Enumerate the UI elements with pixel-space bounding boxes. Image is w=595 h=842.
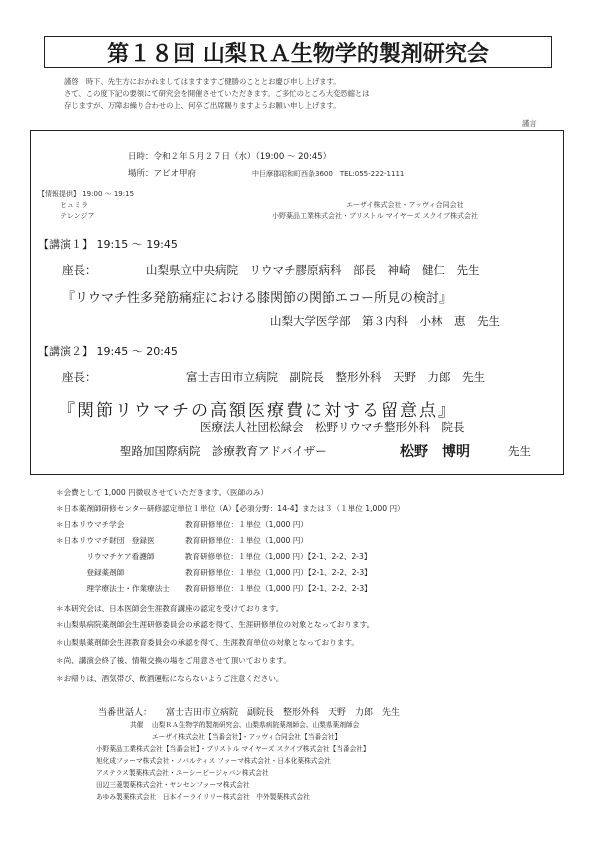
- greeting-line: 謹啓 時下、先生方におかれましてはますますご健勝のこととお慶び申し上げます。: [64, 77, 341, 86]
- lecture2-speaker-org: 医療法人社団松緑会 松野リウマチ整形外科 院長: [200, 420, 465, 434]
- lecture2-chair-label: 座長：: [62, 370, 97, 384]
- lecture2-speaker-org: 聖路加国際病院 診療教育アドバイザー: [120, 444, 327, 458]
- note-line: リウマチケア看護師 教育研修単位：１単位（1,000 円）【2-1、2-2、2-3】: [56, 552, 372, 561]
- note-line: ＊日本リウマチ財団 登録医 教育研修単位：１単位（1,000 円）: [56, 536, 308, 545]
- info-company: 小野薬品工業株式会社・ブリストル マイヤーズ スクイブ株式会社: [272, 212, 478, 220]
- host-name: 富士吉田市立病院 副院長 整形外科 天野 力郎 先生: [166, 708, 401, 718]
- note-line: ＊お帰りは、酒気帯び、飲酒運転にならないようご注意ください。: [56, 674, 284, 683]
- lecture2-header: 【講演２】 19:45 〜 20:45: [38, 345, 178, 358]
- greeting-line: さて、この度下記の要領にて研究会を開催させていただきます。ご多忙のところ大変恐縮とは: [64, 89, 370, 98]
- lecture2-theme: 『関節リウマチの高額医療費に対する留意点』: [58, 401, 457, 421]
- lecture2-speaker-suffix: 先生: [508, 444, 531, 458]
- note-line: 登録薬剤師 教育研修単位：１単位（1,000 円）【2-1、2-2、2-3】: [56, 568, 372, 577]
- greeting-close: 謹言: [522, 119, 537, 128]
- schedule-venue: 場所：アピオ甲府: [128, 169, 197, 179]
- cosponsor-line: 旭化成ファーマ株式会社・ノバルティス ファーマ株式会社・日本化薬株式会社: [96, 757, 331, 765]
- lecture1-header: 【講演１】 19:15 〜 19:45: [38, 238, 178, 251]
- note-line: ＊会費として 1,000 円徴収させていただきます。（医師のみ）: [56, 488, 268, 497]
- note-line: ＊日本リウマチ学会 教育研修単位：１単位（1,000 円）: [56, 520, 308, 529]
- schedule-address: 中巨摩郡昭和町西条3600 TEL:055-222-1111: [252, 170, 405, 178]
- info-company: エーザイ株式会社・アッヴィ合同会社: [346, 201, 464, 209]
- lecture2-speaker-name: 松野 博明: [400, 444, 470, 460]
- lecture1-chair-label: 座長：: [62, 263, 97, 277]
- cosponsor-line: 小野薬品工業株式会社【当番会社】・ブリストル マイヤーズ スクイブ株式会社【当番会社】: [96, 745, 370, 753]
- lecture1-speaker: 山梨大学医学部 第３内科 小林 恵 先生: [270, 314, 500, 328]
- note-line: 理学療法士・作業療法士 教育研修単位：１単位（1,000 円）【2-1、2-2、2-3】: [56, 584, 372, 593]
- lecture1-chair: 山梨県立中央病院 リウマチ膠原病科 部長 神崎 健仁 先生: [146, 263, 480, 277]
- title-box: [44, 36, 552, 68]
- note-line: ＊尚、講演会終了後、情報交換の場をご用意させて頂いております。: [56, 656, 291, 665]
- info-product: テレンジア: [60, 212, 95, 220]
- info-product: ヒュミラ: [60, 201, 88, 209]
- cosponsor-line: アステラス製薬株式会社・ユーシービージャパン株式会社: [96, 769, 269, 777]
- schedule-date: 日時：令和２年５月２７日（水）（19:00 〜 20:45）: [128, 152, 332, 162]
- cosponsor-line: 田辺三菱製薬株式会社・ヤンセンファーマ株式会社: [96, 781, 250, 789]
- cosponsor-line: あゆみ製薬株式会社 日本イーライリリー株式会社 中外製薬株式会社: [96, 793, 310, 801]
- info-header: 【情報提供】 19:00 〜 19:15: [38, 190, 135, 198]
- note-line: ＊山梨県薬剤師会生涯教育委員会の承認を得て、生涯教育単位の対象となっております。: [56, 638, 359, 647]
- cosponsor-line: エーザイ株式会社【当番会社】・アッヴィ合同会社【当番会社】: [152, 733, 342, 741]
- cosponsor-label: 共催: [130, 721, 144, 729]
- cosponsor-line: 山梨ＲＡ生物学的製剤研究会、山梨県病院薬剤師会、山梨県薬剤師会: [152, 721, 360, 729]
- note-line: ＊本研究会は、日本医師会生涯教育講座の認定を受けております。: [56, 604, 284, 613]
- note-line: ＊山梨県病院薬剤師会生涯研修委員会の承認を得て、生涯研修単位の対象となっております。: [56, 620, 375, 629]
- note-line: ＊日本薬剤師研修センター研修認定単位１単位（A）【必須分野：14-4】または３（１単位 1,000 円）: [56, 504, 405, 513]
- lecture2-chair: 富士吉田市立病院 副院長 整形外科 天野 力郎 先生: [186, 370, 485, 384]
- lecture1-theme: 『リウマチ性多発筋痛症における膝関節の関節エコー所見の検討』: [62, 291, 453, 306]
- greeting-line: 存じますが、万障お繰り合わせの上、何卒ご出席賜りますようお願い申し上げます。: [64, 101, 341, 110]
- page-title: 第１８回 山梨ＲＡ生物学的製剤研究会: [107, 40, 489, 67]
- host-label: 当番世話人：: [98, 708, 153, 718]
